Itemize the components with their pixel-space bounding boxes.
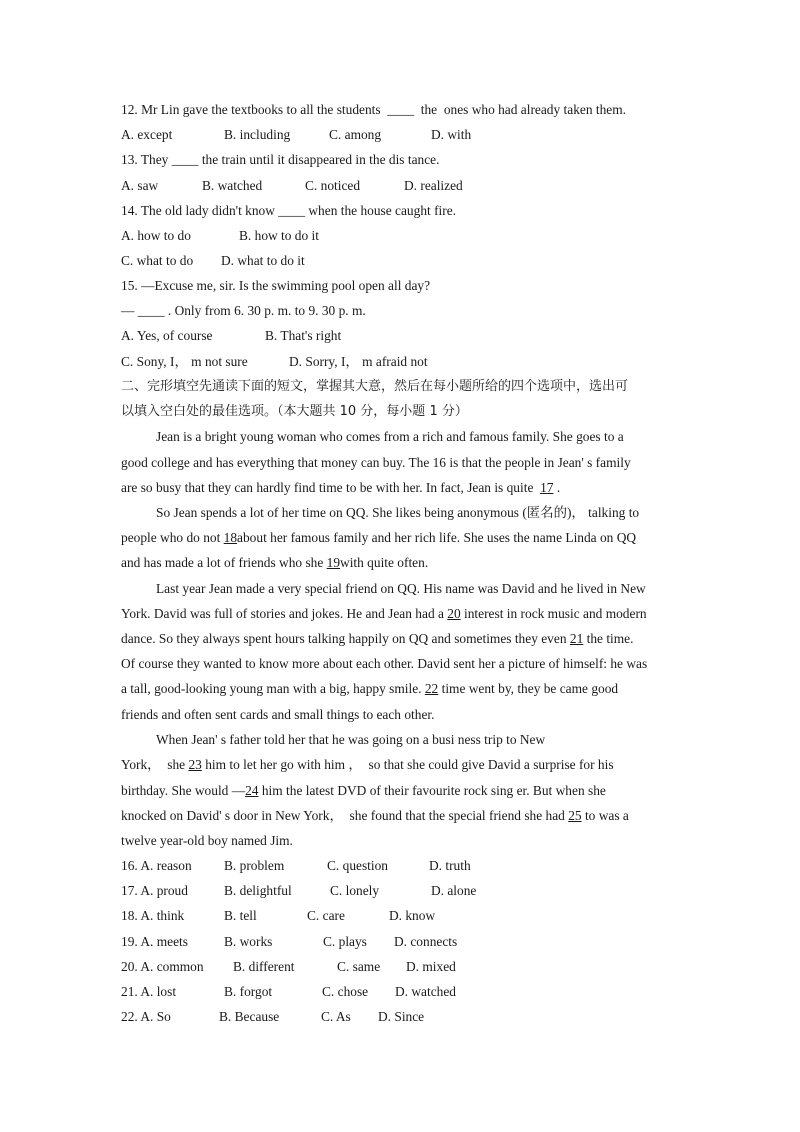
passage-p3-line-5: a tall, good-looking young man with a big, happy smile. 22 time went by, they be came good bbox=[121, 681, 619, 696]
option-a: 21. A. lost bbox=[121, 984, 177, 999]
question-13-options bbox=[121, 177, 721, 195]
question-15-options-row1 bbox=[121, 327, 721, 345]
option-c: C. Sony, I， m not sure bbox=[121, 354, 248, 369]
question-14-options-row1 bbox=[121, 227, 721, 245]
option-b: B. watched bbox=[202, 178, 263, 193]
option-d: D. with bbox=[431, 127, 472, 142]
blank-24: 24 bbox=[245, 783, 259, 798]
option-b: B. works bbox=[224, 934, 273, 949]
option-b: B. different bbox=[233, 959, 295, 974]
option-d: D. Since bbox=[378, 1009, 425, 1024]
passage-p2-line-1: So Jean spends a lot of her time on QQ. She likes being anonymous (匿名的)， talking to bbox=[156, 505, 640, 520]
option-a: 17. A. proud bbox=[121, 883, 188, 898]
option-d: D. alone bbox=[431, 883, 477, 898]
option-c: C. plays bbox=[323, 934, 367, 949]
option-c: C. same bbox=[337, 959, 381, 974]
passage-p2-line-3: and has made a lot of friends who she 19with quite often. bbox=[121, 555, 429, 570]
blank-17: 17 bbox=[540, 480, 554, 495]
blank-25: 25 bbox=[568, 808, 582, 823]
blank-19: 19 bbox=[326, 555, 341, 570]
option-a: A. Yes, of course bbox=[121, 328, 213, 343]
option-a: A. how to do bbox=[121, 228, 191, 243]
option-c: C. what to do bbox=[121, 253, 194, 268]
option-c: C. question bbox=[327, 858, 389, 873]
option-b: B. how to do it bbox=[239, 228, 319, 243]
question-14-stem: 14. The old lady didn't know ____ when the house caught fire. bbox=[121, 203, 457, 218]
passage-p3-line-1: Last year Jean made a very special friend on QQ. His name was David and he lived in New bbox=[156, 581, 646, 596]
passage-p4-line-3: birthday. She would —24 him the latest DVD of their favourite rock sing er. But when she bbox=[121, 783, 606, 798]
option-a: A. saw bbox=[121, 178, 159, 193]
passage-p3-line-3: dance. So they always spent hours talking happily on QQ and sometimes they even 21 the time. bbox=[121, 631, 634, 646]
option-d: D. Sorry, I， m afraid not bbox=[289, 354, 428, 369]
option-b: B. tell bbox=[224, 908, 257, 923]
blank-20: 20 bbox=[447, 606, 461, 621]
option-a: 20. A. common bbox=[121, 959, 204, 974]
question-12-stem: 12. Mr Lin gave the textbooks to all the students ____ the ones who had already taken them. bbox=[121, 102, 627, 117]
option-a: 18. A. think bbox=[121, 908, 185, 923]
passage-p3-line-2: York. David was full of stories and jokes. He and Jean had a 20 interest in rock music and modern bbox=[121, 606, 647, 621]
blank-18: 18 bbox=[223, 530, 238, 545]
option-c: C. care bbox=[307, 908, 345, 923]
option-c: C. among bbox=[329, 127, 382, 142]
passage-p1-line-2: good college and has everything that money can buy. The 16 is that the people in Jean' s family bbox=[121, 455, 631, 470]
option-a: 22. A. So bbox=[121, 1009, 171, 1024]
option-d: D. watched bbox=[395, 984, 456, 999]
cloze-option-row-17 bbox=[121, 882, 721, 900]
option-c: C. chose bbox=[322, 984, 369, 999]
passage-p1-line-1: Jean is a bright young woman who comes from a rich and famous family. She goes to a bbox=[156, 429, 624, 444]
option-d: D. what to do it bbox=[221, 253, 305, 268]
passage-p2-line-2: people who do not 18about her famous family and her rich life. She uses the name Linda on QQ bbox=[121, 530, 637, 545]
cloze-option-row-20 bbox=[121, 958, 721, 976]
passage-p4-line-4: knocked on David' s door in New York， she found that the special friend she had 25 to was a bbox=[121, 808, 629, 823]
question-15-stem: 15. —Excuse me, sir. Is the swimming pool open all day? bbox=[121, 278, 431, 293]
option-c: C. As bbox=[321, 1009, 351, 1024]
option-b: B. problem bbox=[224, 858, 285, 873]
question-12-options bbox=[121, 126, 721, 144]
option-b: B. including bbox=[224, 127, 291, 142]
cloze-option-row-22 bbox=[121, 1008, 721, 1026]
option-a: 16. A. reason bbox=[121, 858, 192, 873]
option-b: B. forgot bbox=[224, 984, 273, 999]
cloze-option-row-16 bbox=[121, 857, 721, 875]
question-13-stem: 13. They ____ the train until it disappeared in the dis tance. bbox=[121, 152, 440, 167]
passage-p3-line-6: friends and often sent cards and small things to each other. bbox=[121, 707, 435, 722]
option-c: C. noticed bbox=[305, 178, 361, 193]
option-b: B. delightful bbox=[224, 883, 292, 898]
passage-p3-line-4: Of course they wanted to know more about each other. David sent her a picture of himself: he was bbox=[121, 656, 648, 671]
blank-21: 21 bbox=[569, 631, 584, 646]
cloze-option-row-21 bbox=[121, 983, 721, 1001]
cloze-option-row-19 bbox=[121, 933, 721, 951]
blank-22: 22 bbox=[424, 681, 439, 696]
question-15-options-row2 bbox=[121, 353, 721, 371]
option-d: D. mixed bbox=[406, 959, 456, 974]
question-15-reply: — ____ . Only from 6. 30 p. m. to 9. 30 p. m. bbox=[121, 303, 366, 318]
option-d: D. know bbox=[389, 908, 436, 923]
question-14-options-row2 bbox=[121, 252, 721, 270]
passage-p4-line-1: When Jean' s father told her that he was going on a busi ness trip to New bbox=[156, 732, 546, 747]
option-d: D. truth bbox=[429, 858, 471, 873]
option-c: C. lonely bbox=[330, 883, 380, 898]
option-b: B. Because bbox=[219, 1009, 280, 1024]
option-d: D. connects bbox=[394, 934, 458, 949]
option-a: A. except bbox=[121, 127, 173, 142]
option-a: 19. A. meets bbox=[121, 934, 188, 949]
option-b: B. That's right bbox=[265, 328, 342, 343]
passage-p1-line-3: are so busy that they can hardly find time to be with her. In fact, Jean is quite 17 . bbox=[121, 480, 561, 495]
passage-p4-line-5: twelve year-old boy named Jim. bbox=[121, 833, 293, 848]
passage-p4-line-2: York， she 23 him to let her go with him ， so that she could give David a surprise for his bbox=[121, 757, 614, 772]
section-2-heading-line-2: 以填入空白处的最佳选项。（本大题共 10 分，每小题 1 分） bbox=[121, 404, 468, 419]
cloze-option-row-18 bbox=[121, 907, 721, 925]
option-d: D. realized bbox=[404, 178, 463, 193]
blank-23: 23 bbox=[188, 757, 202, 772]
section-2-heading-line-1: 二、完形填空先通读下面的短文，掌握其大意，然后在每小题所给的四个选项中，选出可 bbox=[121, 379, 629, 394]
